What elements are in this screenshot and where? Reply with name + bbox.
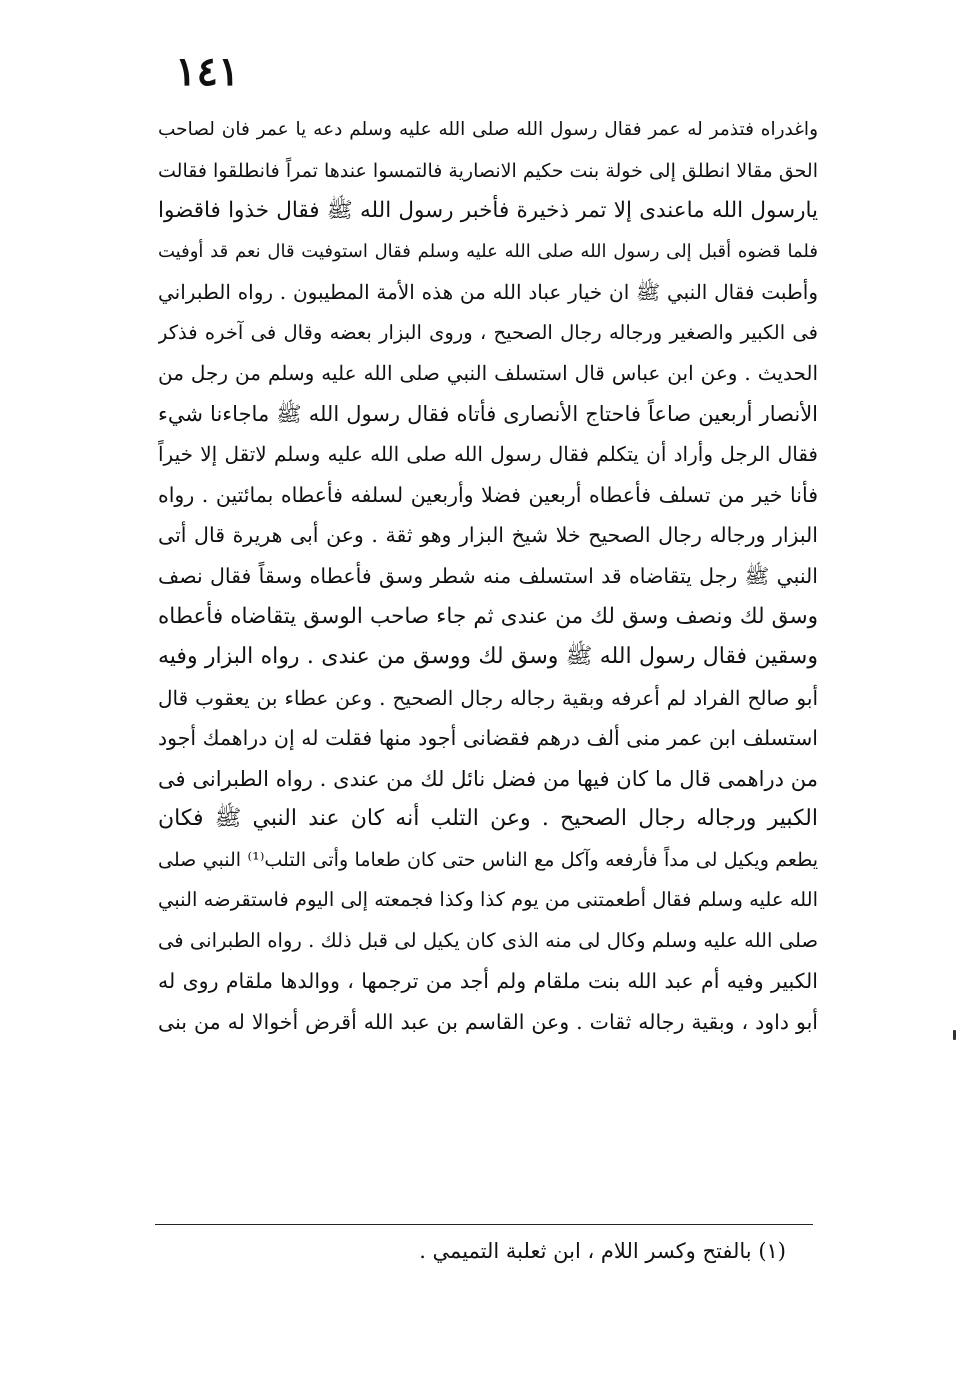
text-line: يطعم ويكيل لى مداً فأرفعه وآكل مع الناس حتى كان طعاما وأتى التلب⁽¹⁾ النبي صلى [158, 848, 818, 871]
text-line: من دراهمى قال ما كان فيها من فضل نائل لك من عندى . رواه الطبرانى فى [158, 766, 818, 791]
text-line: الكبير ورجاله رجال الصحيح . وعن التلب أنه كان عند النبي ﷺ فكان [158, 806, 818, 832]
text-line: البزار ورجاله رجال الصحيح خلا شيخ البزار وهو ثقة . وعن أبى هريرة قال أتى [158, 523, 818, 548]
text-line: فلما قضوه أقبل إلى رسول الله صلى الله عليه وسلم فقال استوفيت قال نعم قد أوفيت [158, 240, 818, 262]
text-line: وأطبت فقال النبي ﷺ ان خيار عباد الله من هذه الأمة المطيبون . رواه الطبراني [158, 280, 818, 305]
page-number: ١٤١ [175, 48, 240, 95]
body-text [158, 110, 818, 1043]
text-line: الأنصار أربعين صاعاً فاحتاج الأنصارى فأتاه فقال رسول الله ﷺ ماجاءنا شيء [158, 401, 818, 426]
text-line: النبي ﷺ رجل يتقاضاه قد استسلف منه شطر وسق فأعطاه وسقاً فقال نصف [158, 564, 818, 589]
text-line: الحديث . وعن ابن عباس قال استسلف النبي صلى الله عليه وسلم من رجل من [158, 361, 818, 386]
text-line: فقال الرجل وأراد أن يتكلم فقال رسول الله صلى الله عليه وسلم لاتقل إلا خيراً [158, 442, 818, 467]
text-line: أبو داود ، وبقية رجاله ثقات . وعن القاسم بن عبد الله أقرض أخوالا له من بنى [158, 1010, 818, 1035]
text-line: الله عليه وسلم فقال أطعمتنى من يوم كذا وكذا فجمعته إلى اليوم فاستقرضه النبي [158, 888, 818, 912]
text-line: الحق مقالا انطلق إلى خولة بنت حكيم الانصارية فالتمسوا عندها تمراً فانطلقوا فقالت [158, 159, 818, 182]
footnote-divider [155, 1224, 813, 1225]
text-line: فأنا خير من تسلف فأعطاه أربعين فضلا وأربعين لسلفه فأعطاه بمائتين . رواه [158, 482, 818, 507]
text-line: صلى الله عليه وسلم وكال لى منه الذى كان يكيل لى قبل ذلك . رواه الطبرانى فى [158, 928, 818, 952]
text-line: فى الكبير والصغير ورجاله رجال الصحيح ، وروى البزار بعضه وقال فى آخره فذكر [158, 320, 818, 344]
text-line: أبو صالح الفراد لم أعرفه وبقية رجاله رجال الصحيح . وعن عطاء بن يعقوب قال [158, 685, 818, 710]
text-line: الكبير وفيه أم عبد الله بنت ملقام ولم أجد من ترجمها ، ووالدها ملقام روى له [158, 969, 818, 994]
text-line: استسلف ابن عمر منى ألف درهم فقضانى أجود منها فقلت له إن دراهمك أجود [158, 726, 818, 751]
footnote: (١) بالفتح وكسر اللام ، ابن ثعلبة التميمي . [419, 1239, 786, 1263]
text-line: يارسول الله ماعندى إلا تمر ذخيرة فأخبر رسول الله ﷺ فقال خذوا فاقضوا [158, 198, 818, 224]
text-line: واغدراه فتذمر له عمر فقال رسول الله صلى الله عليه وسلم دعه يا عمر فان لصاحب [158, 119, 818, 140]
text-line: وسقين فقال رسول الله ﷺ وسق لك ووسق من عندى . رواه البزار وفيه [158, 644, 818, 670]
text-line: وسق لك ونصف وسق لك من عندى ثم جاء صاحب الوسق يتقاضاه فأعطاه [158, 603, 818, 629]
